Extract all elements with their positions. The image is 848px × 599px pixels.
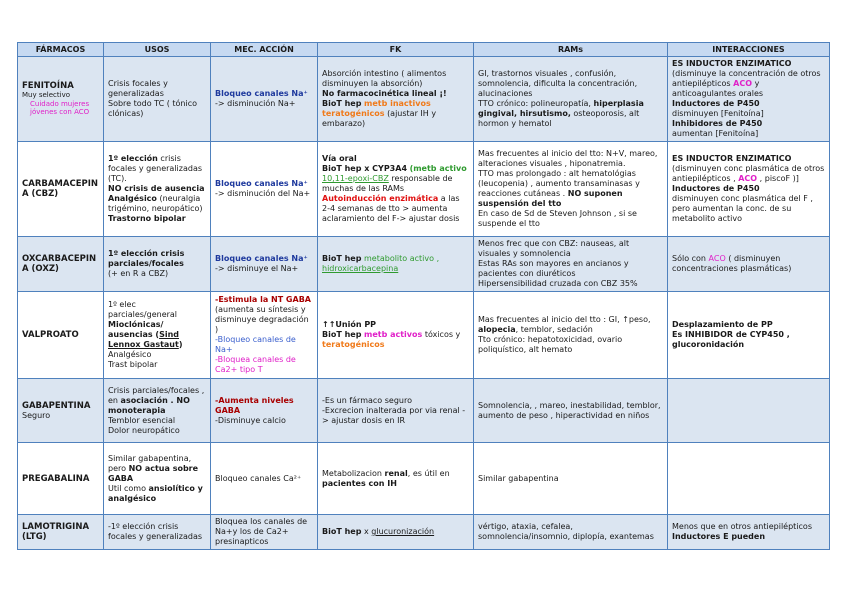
oxcarbacepina-usos-line: (+ en R a CBZ) xyxy=(108,269,169,278)
valproato-fk-metabolites: metb activos xyxy=(363,330,423,339)
cell-fenitoina-usos xyxy=(104,57,211,142)
valproato-mec-highlight: -Estimula la NT GABA xyxy=(215,295,311,304)
carbamacepina-fk-text: responsable de muchas de las RAMs xyxy=(322,174,453,193)
carbamacepina-inter-line: Inductores de P450 xyxy=(672,184,760,193)
cell-valproato-rams xyxy=(474,292,668,379)
cell-lamotrigina-mec xyxy=(211,515,318,550)
cell-lamotrigina-inter xyxy=(668,515,830,550)
fenitoina-inter-line: Inhibidores de P450 xyxy=(672,119,763,128)
lamotrigina-fk-glucuronization: glucuronización xyxy=(371,527,435,536)
valproato-usos-syndrome: Sind Lennox Gastaut xyxy=(108,330,179,349)
gabapentina-usos-highlight: asociación . NO monoterapia xyxy=(108,395,190,415)
fenitoina-inter-line: disminuyen [Fenitoína] xyxy=(672,109,764,118)
gabapentina-fk-line: -Es un fármaco seguro xyxy=(322,395,412,405)
gabapentina-usos-line xyxy=(108,386,206,416)
valproato-fk-biot: BioT hep xyxy=(322,330,362,339)
pregabalina-usos-highlight: ansiolítico y analgésico xyxy=(108,483,203,503)
pregabalina-usos-line xyxy=(108,484,206,504)
oxcarbacepina-fk-line xyxy=(322,254,469,274)
fenitoina-inter-aco: ACO xyxy=(733,79,753,88)
oxcarbacepina-inter-line xyxy=(672,254,825,274)
carbamacepina-rams-text: TTO mas prolongado : alt hematológias (leucopenia) , aumento transaminasas y reacciones cutáneas . xyxy=(478,169,640,198)
drug-name-oxcarbacepina: OXCARBACEPINA (OXZ) xyxy=(22,254,97,274)
oxcarbacepina-usos-line: 1º elección crisis parciales/focales xyxy=(108,249,185,268)
gabapentina-usos-text: Crisis parciales/focales , en xyxy=(108,385,205,405)
cell-oxcarbacepina-inter xyxy=(668,237,830,292)
cell-gabapentina-mec xyxy=(211,379,318,443)
fenitoina-inter-text: y anticoagulantes orales xyxy=(672,79,764,98)
cell-oxcarbacepina-mec xyxy=(211,237,318,292)
valproato-rams-highlight: alopecia xyxy=(478,325,516,334)
drug-name-pregabalina: PREGABALINA xyxy=(22,473,90,484)
carbamacepina-mec-line xyxy=(215,179,313,199)
header-rams: RAMs xyxy=(474,43,668,57)
valproato-fk-text: tóxicos y xyxy=(424,330,461,339)
valproato-rams-text: , temblor, sedación xyxy=(515,325,593,334)
fenitoina-inter-text: (disminuye la concentración de otros antiepilépticos xyxy=(672,69,821,88)
cell-valproato-usos xyxy=(104,292,211,379)
cell-fenitoina-mec xyxy=(211,57,318,142)
carbamacepina-fk-biot: BioT hep x CYP3A4 xyxy=(322,164,408,173)
valproato-inter-line: Es INHIBIDOR de CYP450 , xyxy=(672,330,790,339)
cell-carbamacepina-fk xyxy=(318,142,474,237)
drug-note-fenitoina: Muy selectivo xyxy=(22,91,71,100)
valproato-mec-line: -Bloqueo canales de Na+ xyxy=(215,335,296,354)
row-pregabalina xyxy=(18,443,830,515)
carbamacepina-inter-line: ES INDUCTOR ENZIMATICO xyxy=(672,154,792,163)
carbamacepina-fk-line xyxy=(322,164,469,194)
fenitoina-rams-highlight: hiperplasia gingival, hirsutismo, xyxy=(478,99,644,118)
pregabalina-fk-text: , es útil en xyxy=(407,468,450,478)
fenitoina-usos-line: Sobre todo TC ( tónico clónicas) xyxy=(108,99,198,118)
valproato-inter-line: Desplazamiento de PP xyxy=(672,320,773,329)
cell-carbamacepina-usos xyxy=(104,142,211,237)
oxcarbacepina-mec-line xyxy=(215,254,313,274)
gabapentina-usos-line: Temblor esencial xyxy=(108,415,176,425)
carbamacepina-usos-line xyxy=(108,194,206,214)
cell-gabapentina-drug xyxy=(18,379,104,443)
cell-oxcarbacepina-usos xyxy=(104,237,211,292)
gabapentina-rams-line: Somnolencia, , mareo, inestabilidad, temblor, aumento de peso , hiperactividad en niños xyxy=(478,400,661,420)
carbamacepina-usos-text: (neuralgia trigémino, neuropático) xyxy=(108,194,203,213)
header-interacciones: INTERACCIONES xyxy=(668,43,830,57)
fenitoina-mec-highlight: Bloqueo canales Na⁺ xyxy=(215,89,308,98)
cell-pregabalina-rams xyxy=(474,443,668,515)
cell-carbamacepina-rams xyxy=(474,142,668,237)
fenitoina-rams-line xyxy=(478,99,663,129)
gabapentina-mec-line: -Aumenta niveles GABA xyxy=(215,395,294,415)
lamotrigina-inter-line: Menos que en otros antiepilépticos xyxy=(672,522,812,531)
carbamacepina-mec-text: -> disminución del Na+ xyxy=(215,189,311,198)
lamotrigina-fk-line xyxy=(322,527,469,537)
pregabalina-rams-line: Similar gabapentina xyxy=(478,473,559,483)
lamotrigina-fk-biot: BioT hep xyxy=(322,527,362,536)
fenitoina-inter-line: Inductores de P450 xyxy=(672,99,760,108)
drug-name-fenitoina: FENITOÍNA xyxy=(22,81,74,92)
valproato-fk-line xyxy=(322,330,469,350)
valproato-usos-text: ) xyxy=(178,340,183,349)
carbamacepina-inter-text: , piscoF )] xyxy=(759,174,799,183)
cell-pregabalina-fk xyxy=(318,443,474,515)
drug-name-gabapentina: GABAPENTINA xyxy=(22,400,91,411)
gabapentina-fk-line: -Excrecion inalterada por via renal -> ajustar dosis en IR xyxy=(322,405,466,425)
drug-name-lamotrigina: LAMOTRIGINA (LTG) xyxy=(22,522,90,542)
carbamacepina-rams-highlight: NO suponen suspensión del tto xyxy=(478,189,623,208)
pregabalina-fk-text: Metabolizacion xyxy=(322,468,382,478)
row-oxcarbacepina xyxy=(18,237,830,292)
cell-carbamacepina-inter xyxy=(668,142,830,237)
cell-fenitoina-drug xyxy=(18,57,104,142)
oxcarbacepina-fk-metabolite: metabolito activo , xyxy=(363,254,440,263)
drug-name-carbamacepina: CARBAMACEPINA (CBZ) xyxy=(22,179,99,199)
gabapentina-mec-line: -Disminuye calcio xyxy=(215,415,286,425)
carbamacepina-usos-text: crisis focales y generalizadas (TC). xyxy=(108,154,203,183)
cell-fenitoina-rams xyxy=(474,57,668,142)
carbamacepina-usos-line: Trastorno bipolar xyxy=(108,214,186,223)
valproato-mec-text: (aumenta su síntesis y disminuye degradación ) xyxy=(215,305,309,334)
fenitoina-inter-line: aumentan [Fenitoína] xyxy=(672,129,759,138)
carbamacepina-inter-line: disminuyen conc plasmática del F , pero aumentan la conc. de su metabolito activo xyxy=(672,194,813,223)
fenitoina-fk-note: (ajustar IH y embarazo) xyxy=(322,109,437,128)
carbamacepina-fk-autoinduction: Autoinducción enzimática xyxy=(322,194,439,203)
valproato-usos-text: Mioclónicas/ ausencias ( xyxy=(108,320,164,339)
oxcarbacepina-rams-line: Estas RAs son mayores en ancianos y pacientes con diuréticos xyxy=(478,259,629,278)
pregabalina-usos-text: Util como xyxy=(108,483,146,493)
carbamacepina-fk-line: Vía oral xyxy=(322,154,357,163)
cell-pregabalina-inter xyxy=(668,443,830,515)
cell-gabapentina-fk xyxy=(318,379,474,443)
carbamacepina-rams-line xyxy=(478,169,663,209)
cell-gabapentina-usos xyxy=(104,379,211,443)
pregabalina-usos-highlight: NO actua sobre GABA xyxy=(108,463,199,483)
valproato-rams-text: Mas frecuentes al inicio del tto : GI, ↑peso, xyxy=(478,315,651,324)
lamotrigina-usos-line: -1º elección crisis focales y generalizadas xyxy=(108,522,203,541)
fenitoina-mec-line xyxy=(215,89,313,109)
pregabalina-fk-highlight: pacientes con IH xyxy=(322,478,397,488)
carbamacepina-inter-aco: ACO xyxy=(738,174,758,183)
carbamacepina-usos-line xyxy=(108,154,206,184)
carbamacepina-usos-highlight: Analgésico xyxy=(108,194,157,203)
header-usos: USOS xyxy=(104,43,211,57)
oxcarbacepina-inter-aco: ACO xyxy=(708,254,726,263)
oxcarbacepina-mec-text: -> disminuye el Na+ xyxy=(215,264,299,273)
fenitoina-fk-line: Absorción intestino ( alimentos disminuyen la absorción) xyxy=(322,69,447,88)
cell-lamotrigina-fk xyxy=(318,515,474,550)
carbamacepina-fk-line xyxy=(322,194,469,224)
pregabalina-usos-text: Similar gabapentina, pero xyxy=(108,453,192,473)
oxcarbacepina-inter-text: Sólo con xyxy=(672,254,706,263)
oxcarbacepina-fk-metabolite-name: hidroxicarbacepina xyxy=(322,264,399,273)
header-fk: FK xyxy=(318,43,474,57)
fenitoina-inter-line xyxy=(672,69,825,99)
fenitoina-rams-text: TTO crónico: polineuropatía, xyxy=(478,99,591,108)
cell-pregabalina-drug xyxy=(18,443,104,515)
cell-gabapentina-inter xyxy=(668,379,830,443)
fenitoina-mec-text: -> disminución Na+ xyxy=(215,99,296,108)
valproato-fk-line: ↑↑Unión PP xyxy=(322,320,377,329)
cell-lamotrigina-rams xyxy=(474,515,668,550)
oxcarbacepina-inter-text: ( disminuyen concentraciones plasmáticas) xyxy=(672,254,792,273)
cell-oxcarbacepina-rams xyxy=(474,237,668,292)
row-carbamacepina xyxy=(18,142,830,237)
carbamacepina-rams-line: Mas frecuentes al inicio del tto: N+V, mareo, alteraciones visuales , hiponatremia. xyxy=(478,149,658,168)
antiepileptic-drugs-table xyxy=(17,42,830,550)
carbamacepina-fk-metabolite-name: 10,11-epoxi-CBZ xyxy=(322,174,389,183)
drug-note-gabapentina: Seguro xyxy=(22,410,51,420)
carbamacepina-inter-text: (disminuyen conc plasmática de otros antiepilépticos , xyxy=(672,164,825,183)
cell-valproato-fk xyxy=(318,292,474,379)
fenitoina-rams-line: GI, trastornos visuales , confusión, somnolencia, dificulta la concentración, alucinaciones xyxy=(478,69,638,98)
carbamacepina-fk-text: a las 2-4 semanas de tto > aumenta aclaramiento del F-> ajustar dosis xyxy=(322,194,460,223)
cell-lamotrigina-drug xyxy=(18,515,104,550)
valproato-fk-teratogenic: teratogénicos xyxy=(322,340,385,349)
fenitoina-usos-line: Crisis focales y generalizadas xyxy=(108,79,168,98)
fenitoina-fk-line xyxy=(322,99,469,129)
fenitoina-fk-metabolites: metb inactivos teratogénicos xyxy=(322,99,431,118)
cell-lamotrigina-usos xyxy=(104,515,211,550)
valproato-usos-line: Analgésico xyxy=(108,350,152,359)
cell-valproato-inter xyxy=(668,292,830,379)
valproato-rams-line: Tto crónico: hepatotoxicidad, ovario poliquístico, alt hemato xyxy=(478,335,623,354)
oxcarbacepina-rams-line: Hipersensibilidad cruzada con CBZ 35% xyxy=(478,279,638,288)
row-lamotrigina xyxy=(18,515,830,550)
lamotrigina-rams-line: vértigo, ataxia, cefalea, somnolencia/insomnio, diplopía, exantemas xyxy=(478,522,654,541)
cell-oxcarbacepina-drug xyxy=(18,237,104,292)
row-valproato xyxy=(18,292,830,379)
fenitoina-inter-line: ES INDUCTOR ENZIMATICO xyxy=(672,59,792,68)
carbamacepina-fk-metabolite: (metb activo xyxy=(409,164,467,173)
pregabalina-usos-line xyxy=(108,454,206,484)
carbamacepina-usos-highlight: 1º elección xyxy=(108,154,158,163)
lamotrigina-mec-line: Bloquea los canales de Na+y los de Ca2+ presinapticos xyxy=(215,517,308,546)
cell-oxcarbacepina-fk xyxy=(318,237,474,292)
cell-carbamacepina-drug xyxy=(18,142,104,237)
oxcarbacepina-rams-line: Menos frec que con CBZ: nauseas, alt visuales y somnolencia xyxy=(478,239,630,258)
gabapentina-usos-line: Dolor neuropático xyxy=(108,425,180,435)
row-fenitoina xyxy=(18,57,830,142)
valproato-usos-line: 1º elec parciales/general xyxy=(108,300,178,319)
pregabalina-fk-line xyxy=(322,469,469,489)
header-farmacos: FÁRMACOS xyxy=(18,43,104,57)
carbamacepina-usos-line: NO crisis de ausencia xyxy=(108,184,205,193)
oxcarbacepina-mec-highlight: Bloqueo canales Na⁺ xyxy=(215,254,308,263)
fenitoina-fk-line: No farmacocinética lineal ¡! xyxy=(322,89,447,98)
cell-valproato-mec xyxy=(211,292,318,379)
pregabalina-mec-line: Bloqueo canales Ca²⁺ xyxy=(215,473,302,483)
valproato-mec-line xyxy=(215,295,313,335)
lamotrigina-inter-line: Inductores E pueden xyxy=(672,532,766,541)
header-mec-accion: MEC. ACCIÓN xyxy=(211,43,318,57)
cell-fenitoina-inter xyxy=(668,57,830,142)
row-gabapentina xyxy=(18,379,830,443)
fenitoina-fk-biot: BioT hep xyxy=(322,99,362,108)
cell-fenitoina-fk xyxy=(318,57,474,142)
cell-pregabalina-usos xyxy=(104,443,211,515)
cell-valproato-drug xyxy=(18,292,104,379)
drug-warning-fenitoina: Cuidado mujeres jóvenes con ACO xyxy=(30,99,90,117)
drug-name-valproato: VALPROATO xyxy=(22,330,79,340)
valproato-usos-line xyxy=(108,320,206,350)
carbamacepina-rams-line: En caso de Sd de Steven Johnson , si se suspende el tto xyxy=(478,209,637,228)
valproato-rams-line xyxy=(478,315,663,335)
pregabalina-fk-highlight: renal xyxy=(384,468,408,478)
oxcarbacepina-fk-biot: BioT hep xyxy=(322,254,362,263)
valproato-inter-line: glucoronidación xyxy=(672,340,745,349)
carbamacepina-mec-highlight: Bloqueo canales Na⁺ xyxy=(215,179,308,188)
cell-gabapentina-rams xyxy=(474,379,668,443)
cell-carbamacepina-mec xyxy=(211,142,318,237)
cell-pregabalina-mec xyxy=(211,443,318,515)
valproato-usos-line: Trast bipolar xyxy=(108,360,158,369)
header-row xyxy=(18,43,830,57)
carbamacepina-inter-line xyxy=(672,164,825,184)
valproato-mec-line: -Bloquea canales de Ca2+ tipo T xyxy=(215,355,296,374)
lamotrigina-fk-text: x xyxy=(363,527,369,536)
fenitoina-rams-text: osteoporosis, alt hormon y hematol xyxy=(478,109,640,128)
